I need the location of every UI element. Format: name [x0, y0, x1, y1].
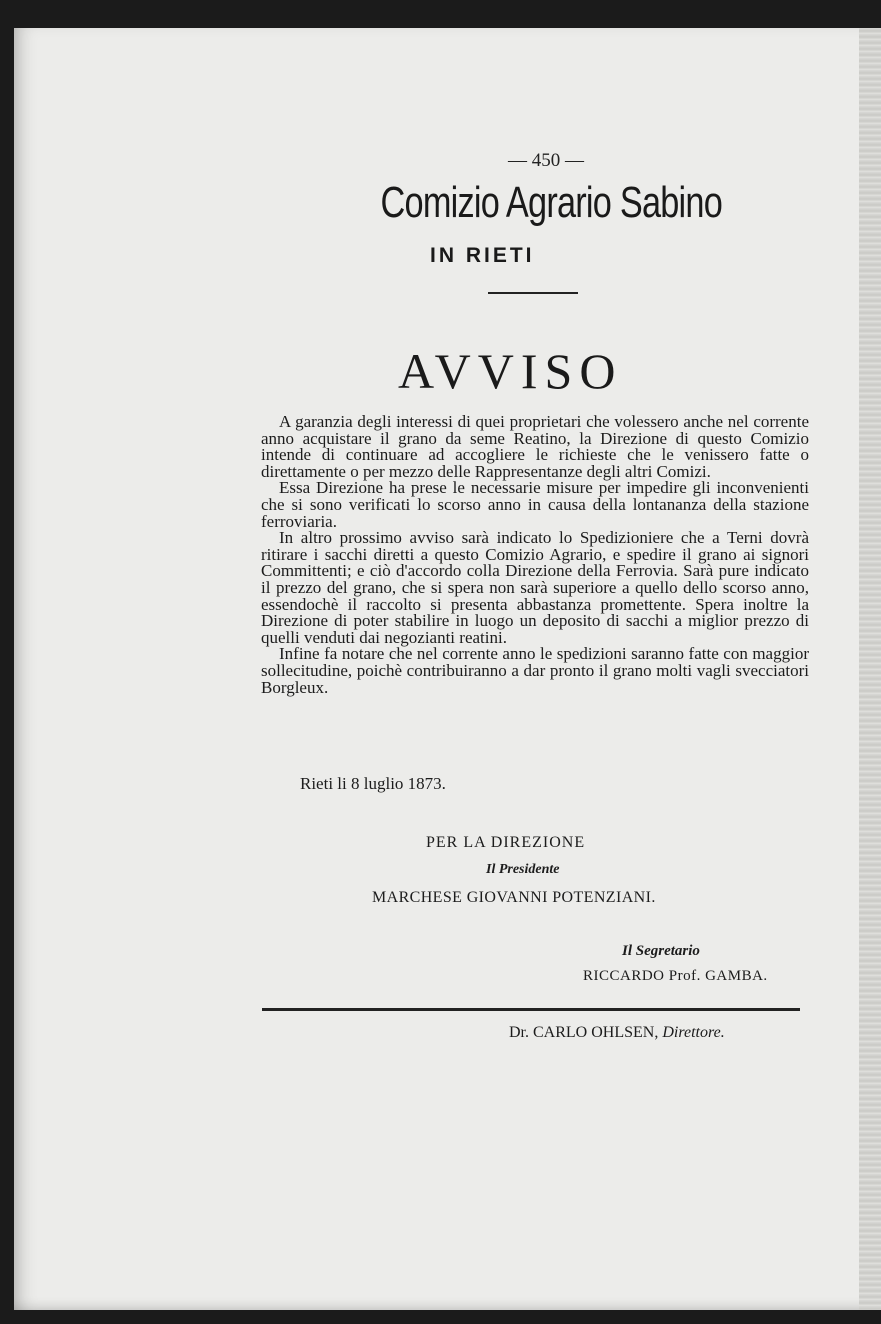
footer-divider: [262, 1008, 800, 1011]
paragraph: A garanzia degli interessi di quei proprietari che volessero anche nel corrente anno acquistare il grano da seme Reatino, la Direzione di questo Comizio intende di continuare ad accogliere le richieste che le venissero fatte o direttamente o per mezzo delle Rappresentanze degli altri Comizi.: [261, 412, 809, 481]
document-subtitle: IN RIETI: [430, 244, 535, 267]
notice-body: [261, 414, 809, 696]
president-label: Il Presidente: [486, 862, 560, 877]
notice-heading: AVVISO: [398, 343, 623, 399]
title-divider: [488, 292, 578, 294]
editor-role: Direttore.: [662, 1024, 725, 1041]
direction-label: PER LA DIREZIONE: [426, 834, 586, 851]
document-title: Comizio Agrario Sabino: [380, 178, 723, 227]
president-name: MARCHESE GIOVANNI POTENZIANI.: [372, 889, 656, 906]
editor-credit: [509, 1024, 725, 1042]
date-line: Rieti li 8 luglio 1873.: [300, 774, 446, 793]
paragraph: Infine fa notare che nel corrente anno le spedizioni saranno fatte con maggior sollecitudine, poichè contribuiranno a dar pronto il grano molti vagli svecciatori Borgleux.: [261, 644, 809, 697]
page-number: — 450 —: [508, 150, 584, 171]
editor-name: Dr. CARLO OHLSEN,: [509, 1024, 659, 1041]
paragraph: In altro prossimo avviso sarà indicato lo Spedizioniere che a Terni dovrà ritirare i sacchi diretti a questo Comizio Agrario, e spedire il grano ai signori Committenti; e ciò d'accordo colla Direzione della Ferrovia. Sarà pure indicato il prezzo del grano, che si spera non sarà superiore a quello dello scorso anno, essendochè il raccolto si presenta abbastanza promettente. Spera inoltre la Direzione di poter stabilire in luogo un deposito di sacchi a miglior prezzo di quelli venduti dai negozianti reatini.: [261, 528, 809, 647]
paragraph: Essa Direzione ha prese le necessarie misure per impedire gli inconvenienti che si sono verificati lo scorso anno in causa della lontananza della stazione ferroviaria.: [261, 478, 809, 531]
secretary-name: RICCARDO Prof. GAMBA.: [583, 968, 768, 984]
secretary-label: Il Segretario: [622, 943, 700, 959]
